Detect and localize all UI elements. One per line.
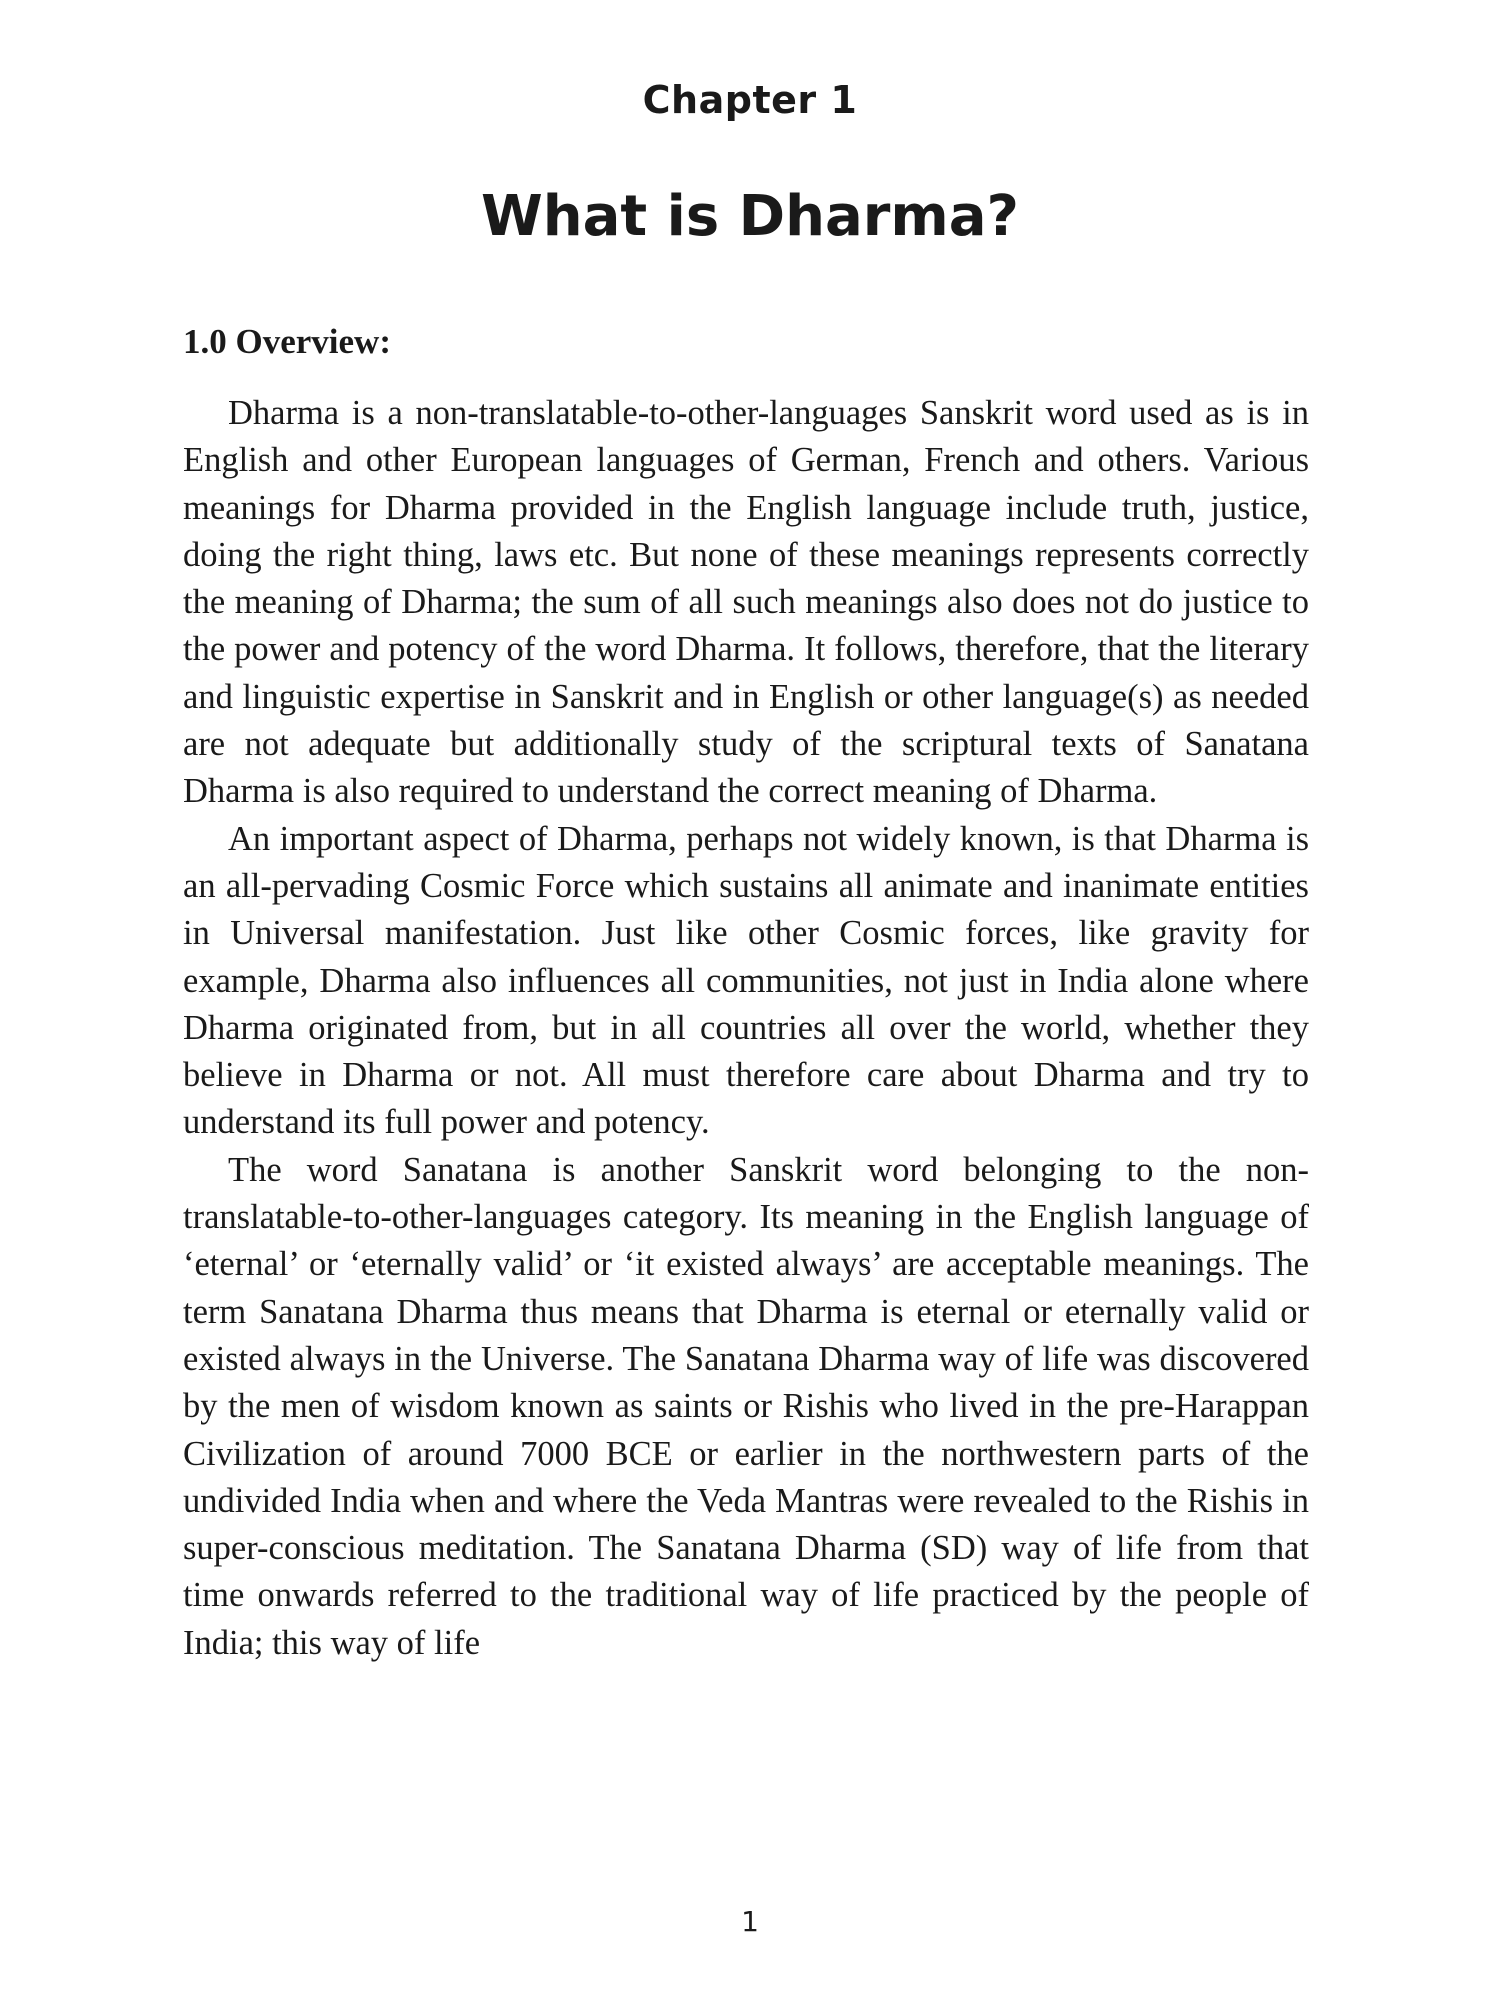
section-heading: 1.0 Overview: (183, 322, 391, 361)
page-number: 1 (741, 1905, 759, 1938)
paragraph-2: An important aspect of Dharma, perhaps not widely known, is that Dharma is an all-pervading Cosmic Force which sustains all animate and inanimate entities in Universal manifestation. Just like other Cosmic forces, like gravity for example, Dharma also influences all communities, not just in India alone where Dharma originated from, but in all countries all over the world, whether they believe in Dharma or not. All must therefore care about Dharma and try to understand its full power and potency. (183, 819, 1309, 1142)
paragraph-3: The word Sanatana is another Sanskrit word belonging to the non-translatable-to-other-languages category. Its meaning in the English language of ‘eternal’ or ‘eternally valid’ or ‘it existed always’ are acceptable meanings. The term Sanatana Dharma thus means that Dharma is eternal or eternally valid or existed always in the Universe. The Sanatana Dharma way of life was discovered by the men of wisdom known as saints or Rishis who lived in the pre-Harappan Civilization of around 7000 BCE or earlier in the northwestern parts of the undivided India when and where the Veda Mantras were revealed to the Rishis in super-conscious meditation. The Sanatana Dharma (SD) way of life from that time onwards referred to the traditional way of life practiced by the people of India; this way of life (183, 1150, 1309, 1662)
chapter-title: What is Dharma? (480, 184, 1020, 249)
chapter-label: Chapter 1 (642, 78, 858, 122)
paragraph-1: Dharma is a non-translatable-to-other-languages Sanskrit word used as is in English and other European languages of German, French and others. Various meanings for Dharma provided in the English language include truth, justice, doing the right thing, laws etc. But none of these meanings represents correctly the meaning of Dharma; the sum of all such meanings also does not do justice to the power and potency of the word Dharma. It follows, therefore, that the literary and linguistic expertise in Sanskrit and in English or other language(s) as needed are not adequate but additionally study of the scriptural texts of Sanatana Dharma is also required to understand the correct meaning of Dharma. (183, 394, 1309, 811)
body-text (183, 390, 1309, 1667)
